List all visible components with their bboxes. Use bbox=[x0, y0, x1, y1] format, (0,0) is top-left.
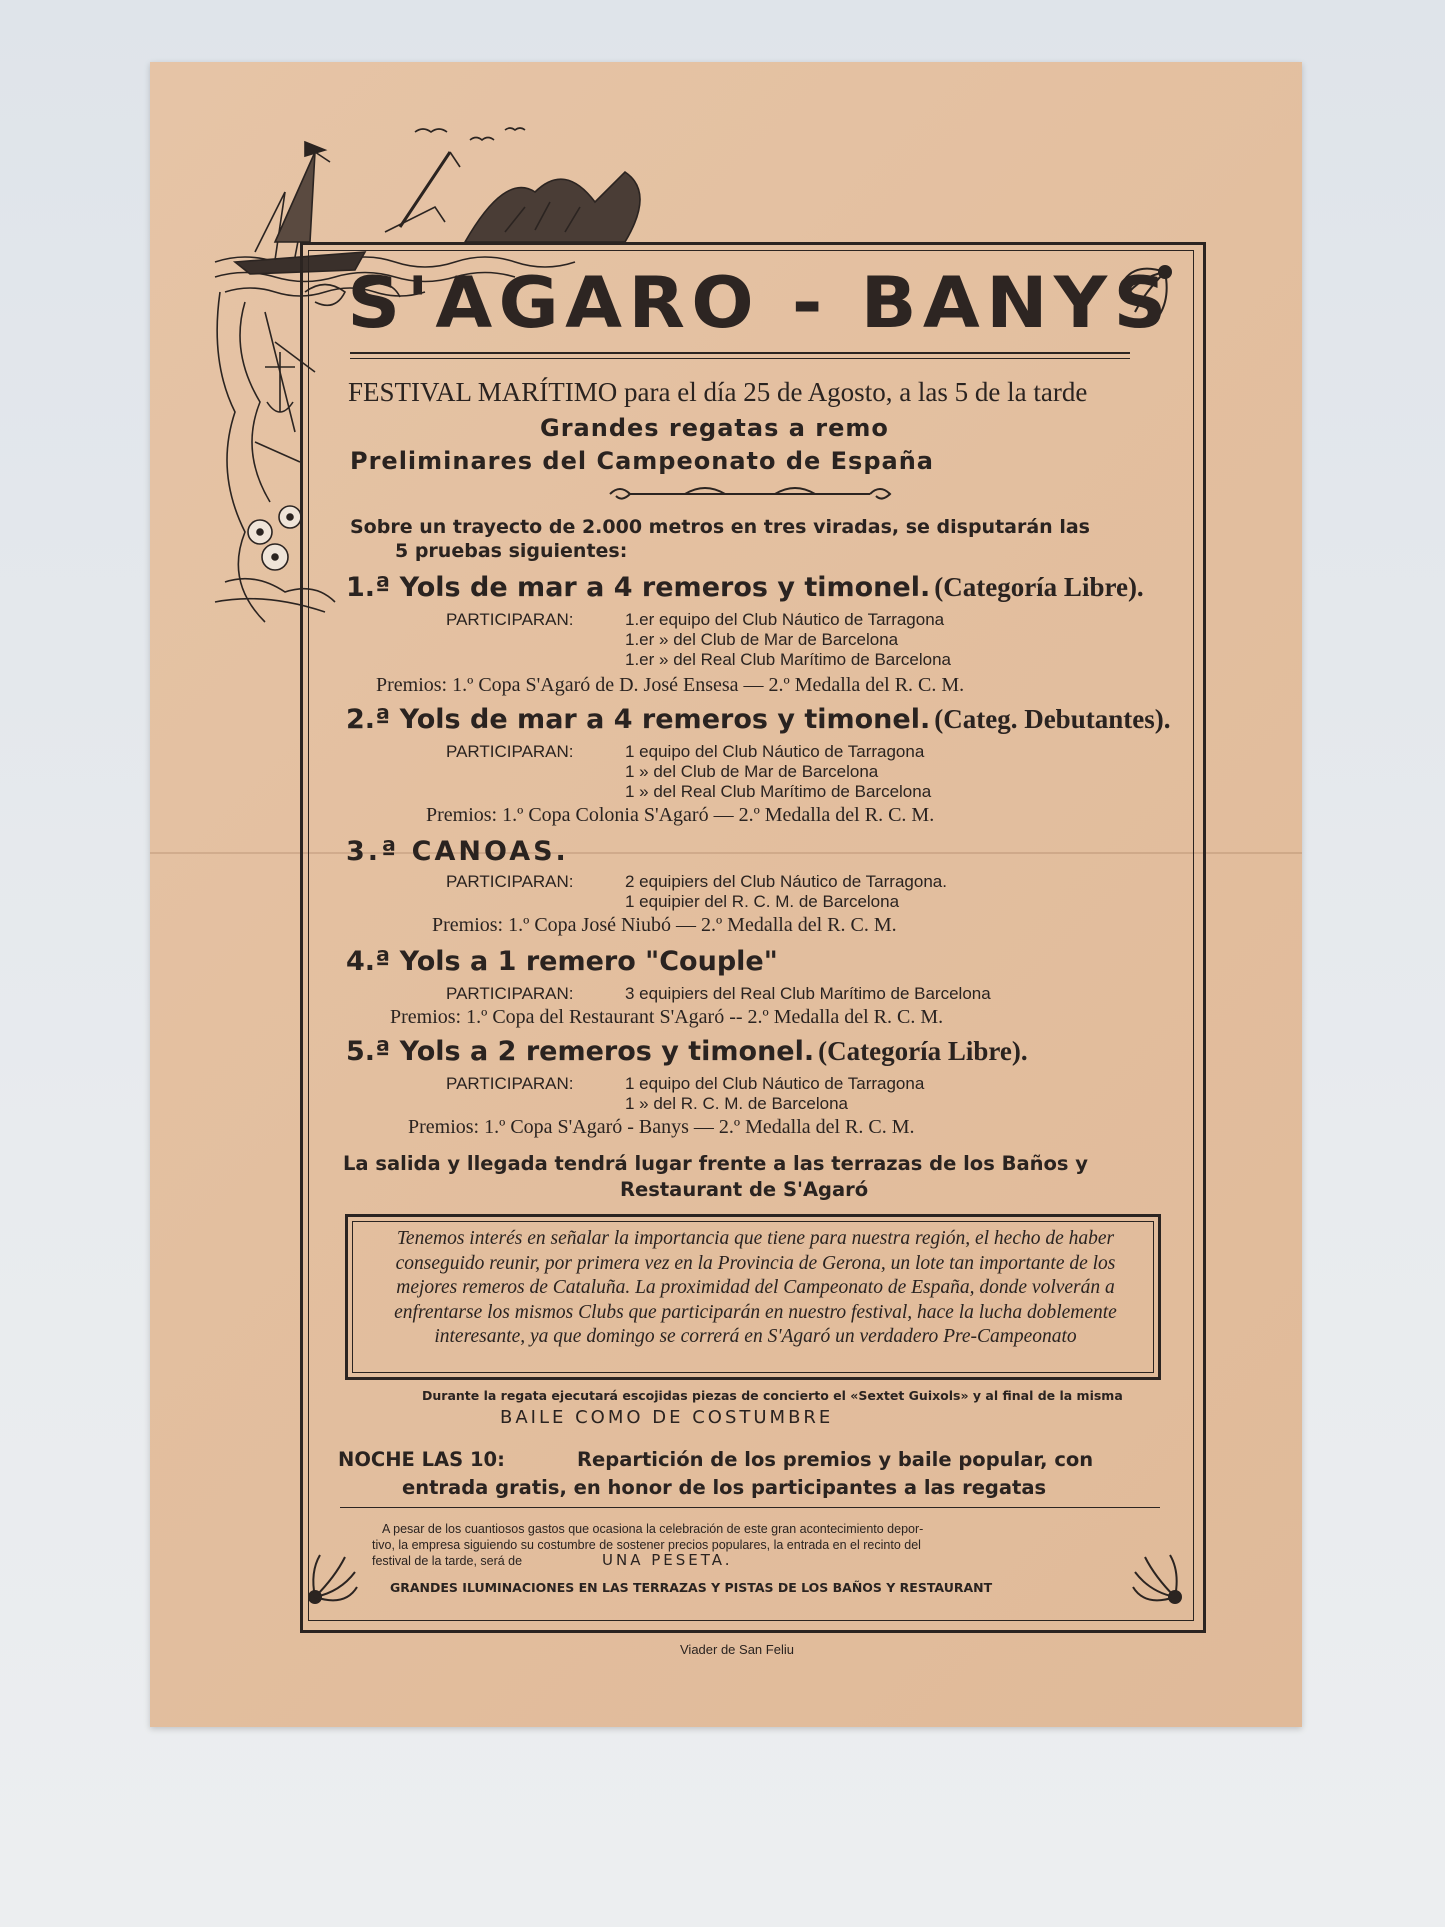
festival-line: FESTIVAL MARÍTIMO para el día 25 de Agosto, a las 5 de la tarde bbox=[348, 377, 1088, 407]
race-1-prizes: Premios: 1.º Copa S'Agaró de D. José Ensesa — 2.º Medalla del R. C. M. bbox=[376, 674, 965, 696]
race-4-participant: 3 equipiers del Real Club Marítimo de Barcelona bbox=[625, 984, 991, 1003]
participants-label: PARTICIPARAN: bbox=[446, 1074, 574, 1093]
race-5-heading: 5.ª Yols a 2 remeros y timonel. (Categoría Libre). bbox=[346, 1036, 1028, 1067]
race-3-prizes: Premios: 1.º Copa José Niubó — 2.º Medalla del R. C. M. bbox=[432, 914, 897, 936]
info-box-text: Tenemos interés en señalar la importancia que tiene para nuestra región, el hecho de haber conseguido reunir, por primera vez en la Provincia de Gerona, un lote tan importante de los mejores remeros de Cataluña. La proximidad del Campeonato de España, donde volverán a enfrentarse los mismos Clubs que participarán en nuestro festival, hace la lucha doblemente interesante, ya que domingo se correrá en S'Agaró un verdadero Pre-Campeonato bbox=[394, 1228, 1117, 1347]
race-3-participant: 2 equipiers del Club Náutico de Tarragona. bbox=[625, 872, 947, 891]
title-rule bbox=[350, 352, 1130, 354]
location-line-2: Restaurant de S'Agaró bbox=[620, 1178, 869, 1201]
printer-credit: Viader de San Feliu bbox=[680, 1642, 794, 1657]
footnote-line-1: A pesar de los cuantiosos gastos que ocasiona la celebración de este gran acontecimiento depor- bbox=[382, 1522, 924, 1536]
race-2-prizes: Premios: 1.º Copa Colonia S'Agaró — 2.º Medalla del R. C. M. bbox=[426, 804, 935, 826]
title-rule-thin bbox=[350, 358, 1130, 359]
participants-label: PARTICIPARAN: bbox=[446, 872, 574, 891]
race-2-participant: 1 » del Real Club Marítimo de Barcelona bbox=[625, 782, 932, 801]
night-label: NOCHE LAS 10: bbox=[338, 1448, 505, 1471]
intro-line-1: Sobre un trayecto de 2.000 metros en tres viradas, se disputarán las bbox=[350, 516, 1090, 538]
race-1-participant: 1.er equipo del Club Náutico de Tarragona bbox=[625, 610, 945, 629]
divider-scroll-icon bbox=[605, 482, 895, 506]
race-2-participant: 1 » del Club de Mar de Barcelona bbox=[625, 762, 879, 781]
night-text: Repartición de los premios y baile popular, con bbox=[577, 1448, 1094, 1471]
race-5-participant: 1 » del R. C. M. de Barcelona bbox=[625, 1094, 849, 1113]
race-1-participant: 1.er » del Club de Mar de Barcelona bbox=[625, 630, 899, 649]
poster-content bbox=[150, 62, 1302, 1727]
race-3-participant: 1 equipier del R. C. M. de Barcelona bbox=[625, 892, 900, 911]
footer-rule bbox=[340, 1507, 1160, 1508]
poster-paper bbox=[150, 62, 1302, 1727]
heading-regatas: Grandes regatas a remo bbox=[540, 414, 889, 442]
race-5-participant: 1 equipo del Club Náutico de Tarragona bbox=[625, 1074, 925, 1093]
concert-line: Durante la regata ejecutará escojidas piezas de concierto el «Sextet Guixols» y al final de la misma bbox=[422, 1388, 1123, 1403]
heading-preliminares: Preliminares del Campeonato de España bbox=[350, 447, 934, 475]
race-3-heading: 3.ª CANOAS. bbox=[346, 836, 569, 867]
participants-label: PARTICIPARAN: bbox=[446, 984, 574, 1003]
race-4-prizes: Premios: 1.º Copa del Restaurant S'Agaró -- 2.º Medalla del R. C. M. bbox=[390, 1006, 944, 1028]
race-1-heading: 1.ª Yols de mar a 4 remeros y timonel. (Categoría Libre). bbox=[346, 572, 1144, 603]
footnote-line-2: tivo, la empresa siguiendo su costumbre de sostener precios populares, la entrada en el recinto del bbox=[372, 1538, 921, 1552]
footnote-line-3: festival de la tarde, será de bbox=[372, 1554, 523, 1568]
dance-line: BAILE COMO DE COSTUMBRE bbox=[500, 1407, 834, 1428]
info-box bbox=[345, 1214, 1161, 1380]
race-4-heading: 4.ª Yols a 1 remero "Couple" bbox=[346, 946, 778, 977]
race-2-heading: 2.ª Yols de mar a 4 remeros y timonel. (Categ. Debutantes). bbox=[346, 704, 1171, 735]
location-line-1: La salida y llegada tendrá lugar frente a las terrazas de los Baños y bbox=[343, 1152, 1088, 1175]
illuminations-line: GRANDES ILUMINACIONES EN LAS TERRAZAS Y PISTAS DE LOS BAÑOS Y RESTAURANT bbox=[390, 1580, 993, 1595]
race-5-prizes: Premios: 1.º Copa S'Agaró - Banys — 2.º Medalla del R. C. M. bbox=[408, 1116, 915, 1138]
participants-label: PARTICIPARAN: bbox=[446, 742, 574, 761]
race-1-participant: 1.er » del Real Club Marítimo de Barcelona bbox=[625, 650, 951, 669]
price-text: UNA PESETA. bbox=[602, 1551, 733, 1569]
night-text-2: entrada gratis, en honor de los participantes a las regatas bbox=[402, 1476, 1047, 1499]
race-2-participant: 1 equipo del Club Náutico de Tarragona bbox=[625, 742, 925, 761]
poster-title: S'AGARO - BANYS bbox=[347, 262, 1173, 344]
participants-label: PARTICIPARAN: bbox=[446, 610, 574, 629]
intro-line-2: 5 pruebas siguientes: bbox=[395, 540, 628, 562]
